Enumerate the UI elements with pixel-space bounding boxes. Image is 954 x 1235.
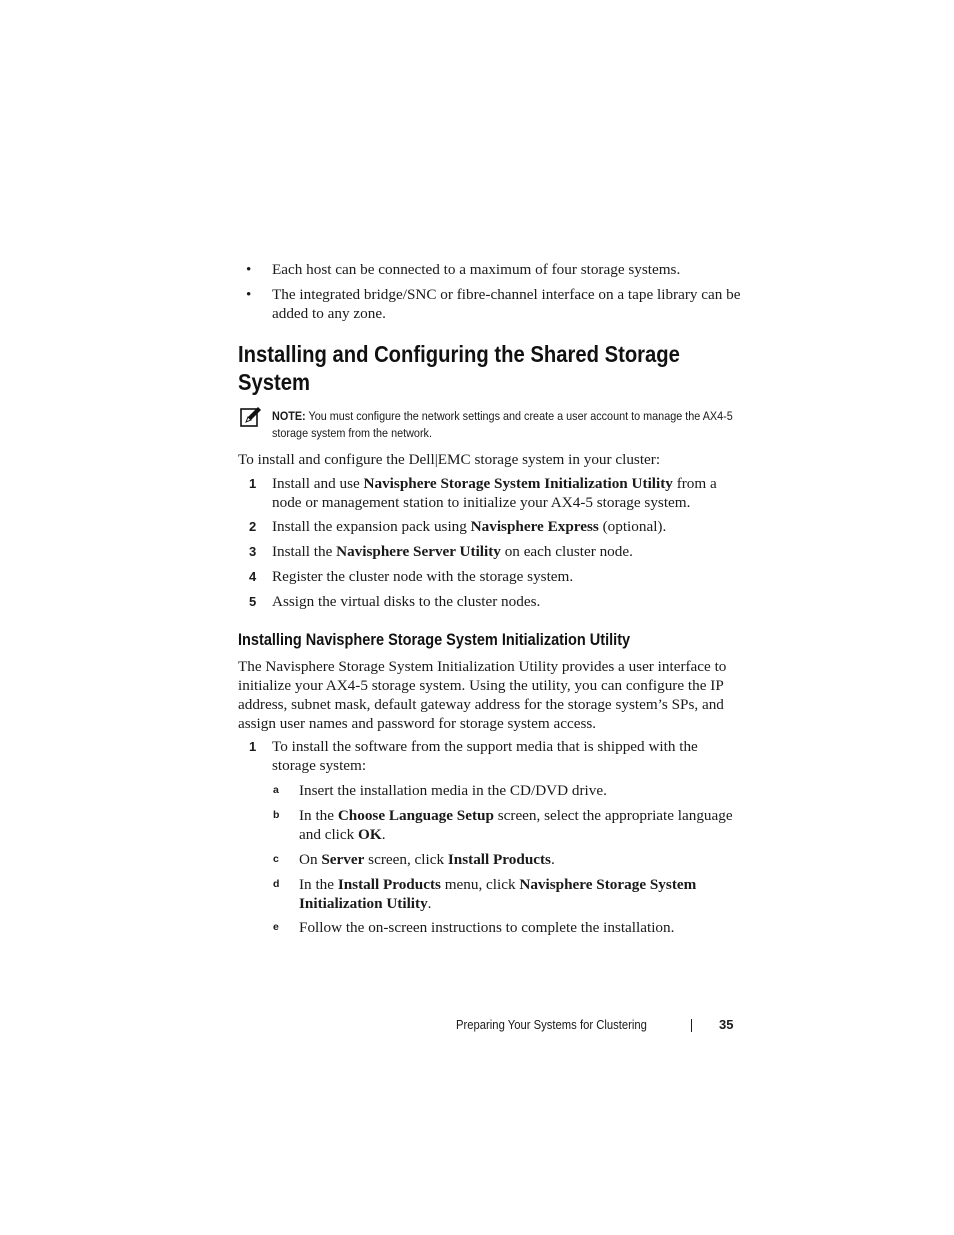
step-number: 3: [249, 544, 257, 559]
step-text: Install the Navisphere Server Utility on each cluster node.: [272, 543, 633, 560]
step-text: Install and use Navisphere Storage System Initialization Utility from a node or management station to initialize your AX4-5 storage system.: [272, 475, 717, 511]
step-number: 2: [249, 519, 257, 534]
step-text: Register the cluster node with the storage system.: [272, 568, 574, 585]
subsection-heading: Installing Navisphere Storage System Initialization Utility: [238, 631, 631, 649]
step-number: 5: [249, 594, 257, 609]
substep-letter: d: [273, 878, 280, 890]
intro-text: To install and configure the Dell|EMC storage system in your cluster:: [238, 451, 661, 468]
substep-text: In the Install Products menu, click Navisphere Storage System Initialization Utility.: [299, 876, 697, 912]
step-text: Assign the virtual disks to the cluster nodes.: [272, 593, 541, 610]
note-pencil-icon: [240, 406, 262, 428]
step-number: 1: [249, 739, 257, 754]
bullet-marker: •: [246, 261, 252, 278]
substep-text: On Server screen, click Install Products.: [299, 851, 555, 868]
section-heading: Installing and Configuring the Shared Storage System: [238, 341, 680, 395]
bullet-marker: •: [246, 286, 252, 303]
substep-letter: c: [273, 853, 279, 865]
page-number: 35: [719, 1017, 734, 1032]
note-text: You must configure the network settings and create a user account to manage the AX4-5 storage system from the network.: [272, 409, 733, 440]
substep-text: Follow the on-screen instructions to complete the installation.: [299, 919, 675, 936]
footer-separator: [691, 1019, 692, 1032]
note-label: NOTE:: [272, 409, 306, 423]
step-number: 4: [249, 569, 257, 584]
step-text: To install the software from the support media that is shipped with the storage system:: [272, 738, 698, 774]
bullet-item: The integrated bridge/SNC or fibre-channel interface on a tape library can be added to any zone.: [272, 286, 741, 322]
step-text: Install the expansion pack using Navisphere Express (optional).: [272, 518, 667, 535]
substep-letter: b: [273, 809, 280, 821]
step-number: 1: [249, 476, 257, 491]
substep-letter: a: [273, 784, 279, 796]
substep-text: Insert the installation media in the CD/DVD drive.: [299, 782, 607, 799]
substep-letter: e: [273, 921, 279, 933]
body-paragraph: The Navisphere Storage System Initialization Utility provides a user interface to initialize your AX4-5 storage system. Using the utility, you can configure the IP address, subnet mask, default gateway address for the storage system’s SPs, and assign user names and password for storage system access.: [238, 658, 727, 732]
note-block: [272, 408, 738, 442]
substep-text: In the Choose Language Setup screen, select the appropriate language and click OK.: [299, 807, 733, 843]
bullet-item: Each host can be connected to a maximum of four storage systems.: [272, 261, 681, 278]
footer-chapter-title: Preparing Your Systems for Clustering: [456, 1017, 647, 1032]
